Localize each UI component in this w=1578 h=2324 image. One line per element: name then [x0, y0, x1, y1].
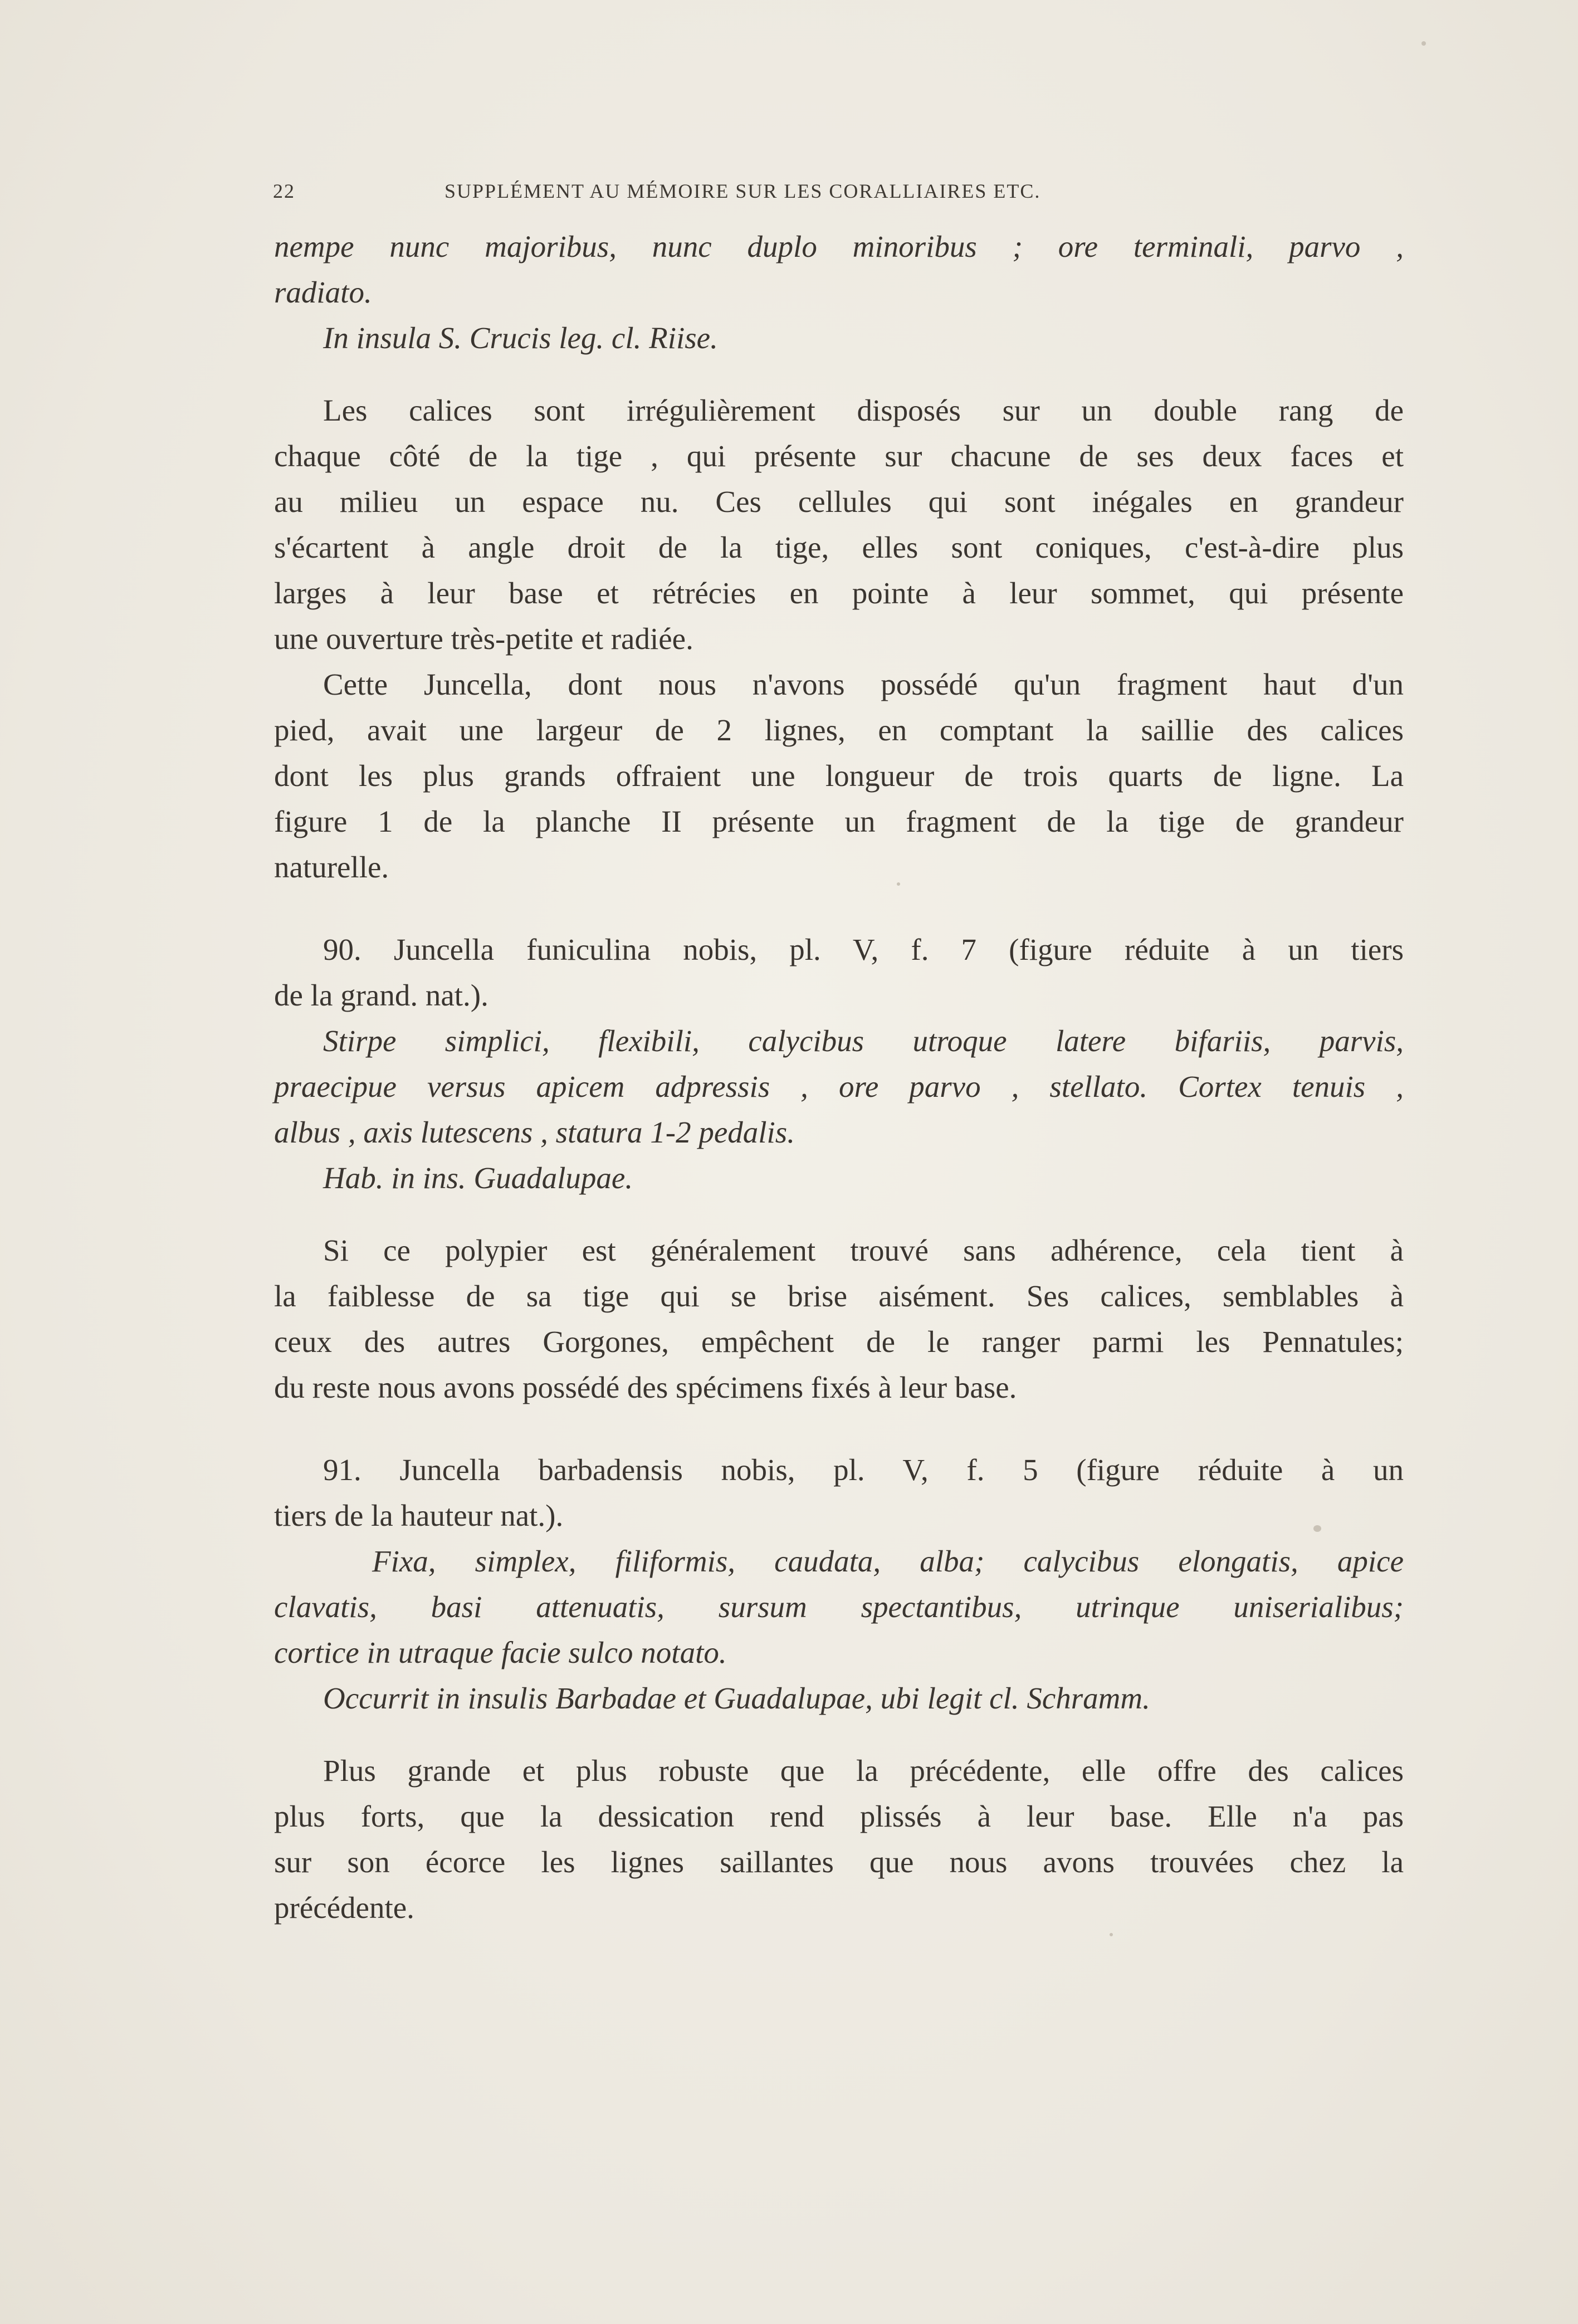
text-line: radiato. [274, 275, 372, 309]
paper-speck [1421, 41, 1426, 46]
habitat-line: Hab. in ins. Guadalupae. [323, 1161, 633, 1195]
diagnosis-line: praecipue versus apicem adpressis , ore parvo , stellato. Cortex tenuis , [274, 1070, 1404, 1104]
entry-91-juncella-barbadensis [274, 1447, 1404, 1721]
text-line: précédente. [274, 1891, 414, 1925]
section-gap [274, 1410, 1404, 1447]
paragraph-adherence [274, 1228, 1404, 1410]
text-line: naturelle. [274, 850, 389, 884]
text-line: Les calices sont irrégulièrement disposés sur un double rang de [323, 393, 1404, 427]
locality-line: In insula S. Crucis leg. cl. Riise. [323, 321, 718, 355]
paragraph-description [274, 388, 1404, 662]
section-gap [274, 890, 1404, 927]
text-line: pied, avait une largeur de 2 lignes, en comptant la saillie des calices [274, 713, 1404, 747]
text-line: Cette Juncella, dont nous n'avons possédé qu'un fragment haut d'un [323, 667, 1404, 701]
paragraph-comparison [274, 1748, 1404, 1931]
text-line: au milieu un espace nu. Ces cellules qui sont inégales en grandeur [274, 485, 1404, 519]
text-line: figure 1 de la planche II présente un fragment de la tige de grandeur [274, 804, 1404, 838]
page-number: 22 [273, 180, 295, 202]
entry-heading: 90. Juncella funiculina nobis, pl. V, f. 7 (figure réduite à un tiers [323, 932, 1404, 966]
paper-speck [897, 882, 900, 886]
diagnosis-line: clavatis, basi attenuatis, sursum spectantibus, utrinque uniserialibus; [274, 1590, 1404, 1624]
text-line: la faiblesse de sa tige qui se brise aisément. Ses calices, semblables à [274, 1279, 1404, 1313]
body-text [274, 224, 1404, 1931]
text-line: ceux des autres Gorgones, empêchent de le ranger parmi les Pennatules; [274, 1325, 1404, 1359]
entry-90-juncella-funiculina [274, 927, 1404, 1201]
diagnosis-line: Fixa, simplex, filiformis, caudata, alba; calycibus elongatis, apice [372, 1544, 1404, 1578]
text-line: du reste nous avons possédé des spécimens fixés à leur base. [274, 1370, 1017, 1404]
section-gap [274, 1201, 1404, 1228]
text-line: tiers de la hauteur nat.). [274, 1498, 564, 1532]
text-line: Plus grande et plus robuste que la précédente, elle offre des calices [323, 1754, 1404, 1788]
paragraph-juncella-fragment [274, 662, 1404, 890]
diagnosis-line: albus , axis lutescens , statura 1-2 pedalis. [274, 1115, 795, 1149]
text-line: de la grand. nat.). [274, 978, 488, 1012]
text-line: une ouverture très-petite et radiée. [274, 622, 693, 656]
text-line: sur son écorce les lignes saillantes que nous avons trouvées chez la [274, 1845, 1404, 1879]
diagnosis-line: cortice in utraque facie sulco notato. [274, 1635, 727, 1669]
section-gap [274, 1721, 1404, 1748]
text-line: plus forts, que la dessication rend plissés à leur base. Elle n'a pas [274, 1799, 1404, 1833]
text-line: dont les plus grands offraient une longueur de trois quarts de ligne. La [274, 759, 1404, 793]
diagnosis-line: Stirpe simplici, flexibili, calycibus utroque latere bifariis, parvis, [323, 1024, 1404, 1058]
text-line: s'écartent à angle droit de la tige, elles sont coniques, c'est-à-dire plus [274, 530, 1404, 564]
text-line: larges à leur base et rétrécies en pointe à leur sommet, qui présente [274, 576, 1404, 610]
text-line: Si ce polypier est généralement trouvé sans adhérence, cela tient à [323, 1233, 1404, 1267]
running-title: SUPPLÉMENT AU MÉMOIRE SUR LES CORALLIAIRES ETC. [444, 180, 1041, 202]
entry-heading: 91. Juncella barbadensis nobis, pl. V, f. 5 (figure réduite à un [323, 1453, 1404, 1487]
text-line: chaque côté de la tige , qui présente sur chacune de ses deux faces et [274, 439, 1404, 473]
locality-line: Occurrit in insulis Barbadae et Guadalupae, ubi legit cl. Schramm. [323, 1681, 1150, 1715]
text-line: nempe nunc majoribus, nunc duplo minoribus ; ore terminali, parvo , [274, 230, 1404, 263]
section-gap [274, 361, 1404, 388]
paper-speck [1313, 1525, 1321, 1532]
running-header [273, 179, 1248, 213]
paper-speck [1110, 1933, 1113, 1936]
diagnosis-continuation [274, 224, 1404, 361]
